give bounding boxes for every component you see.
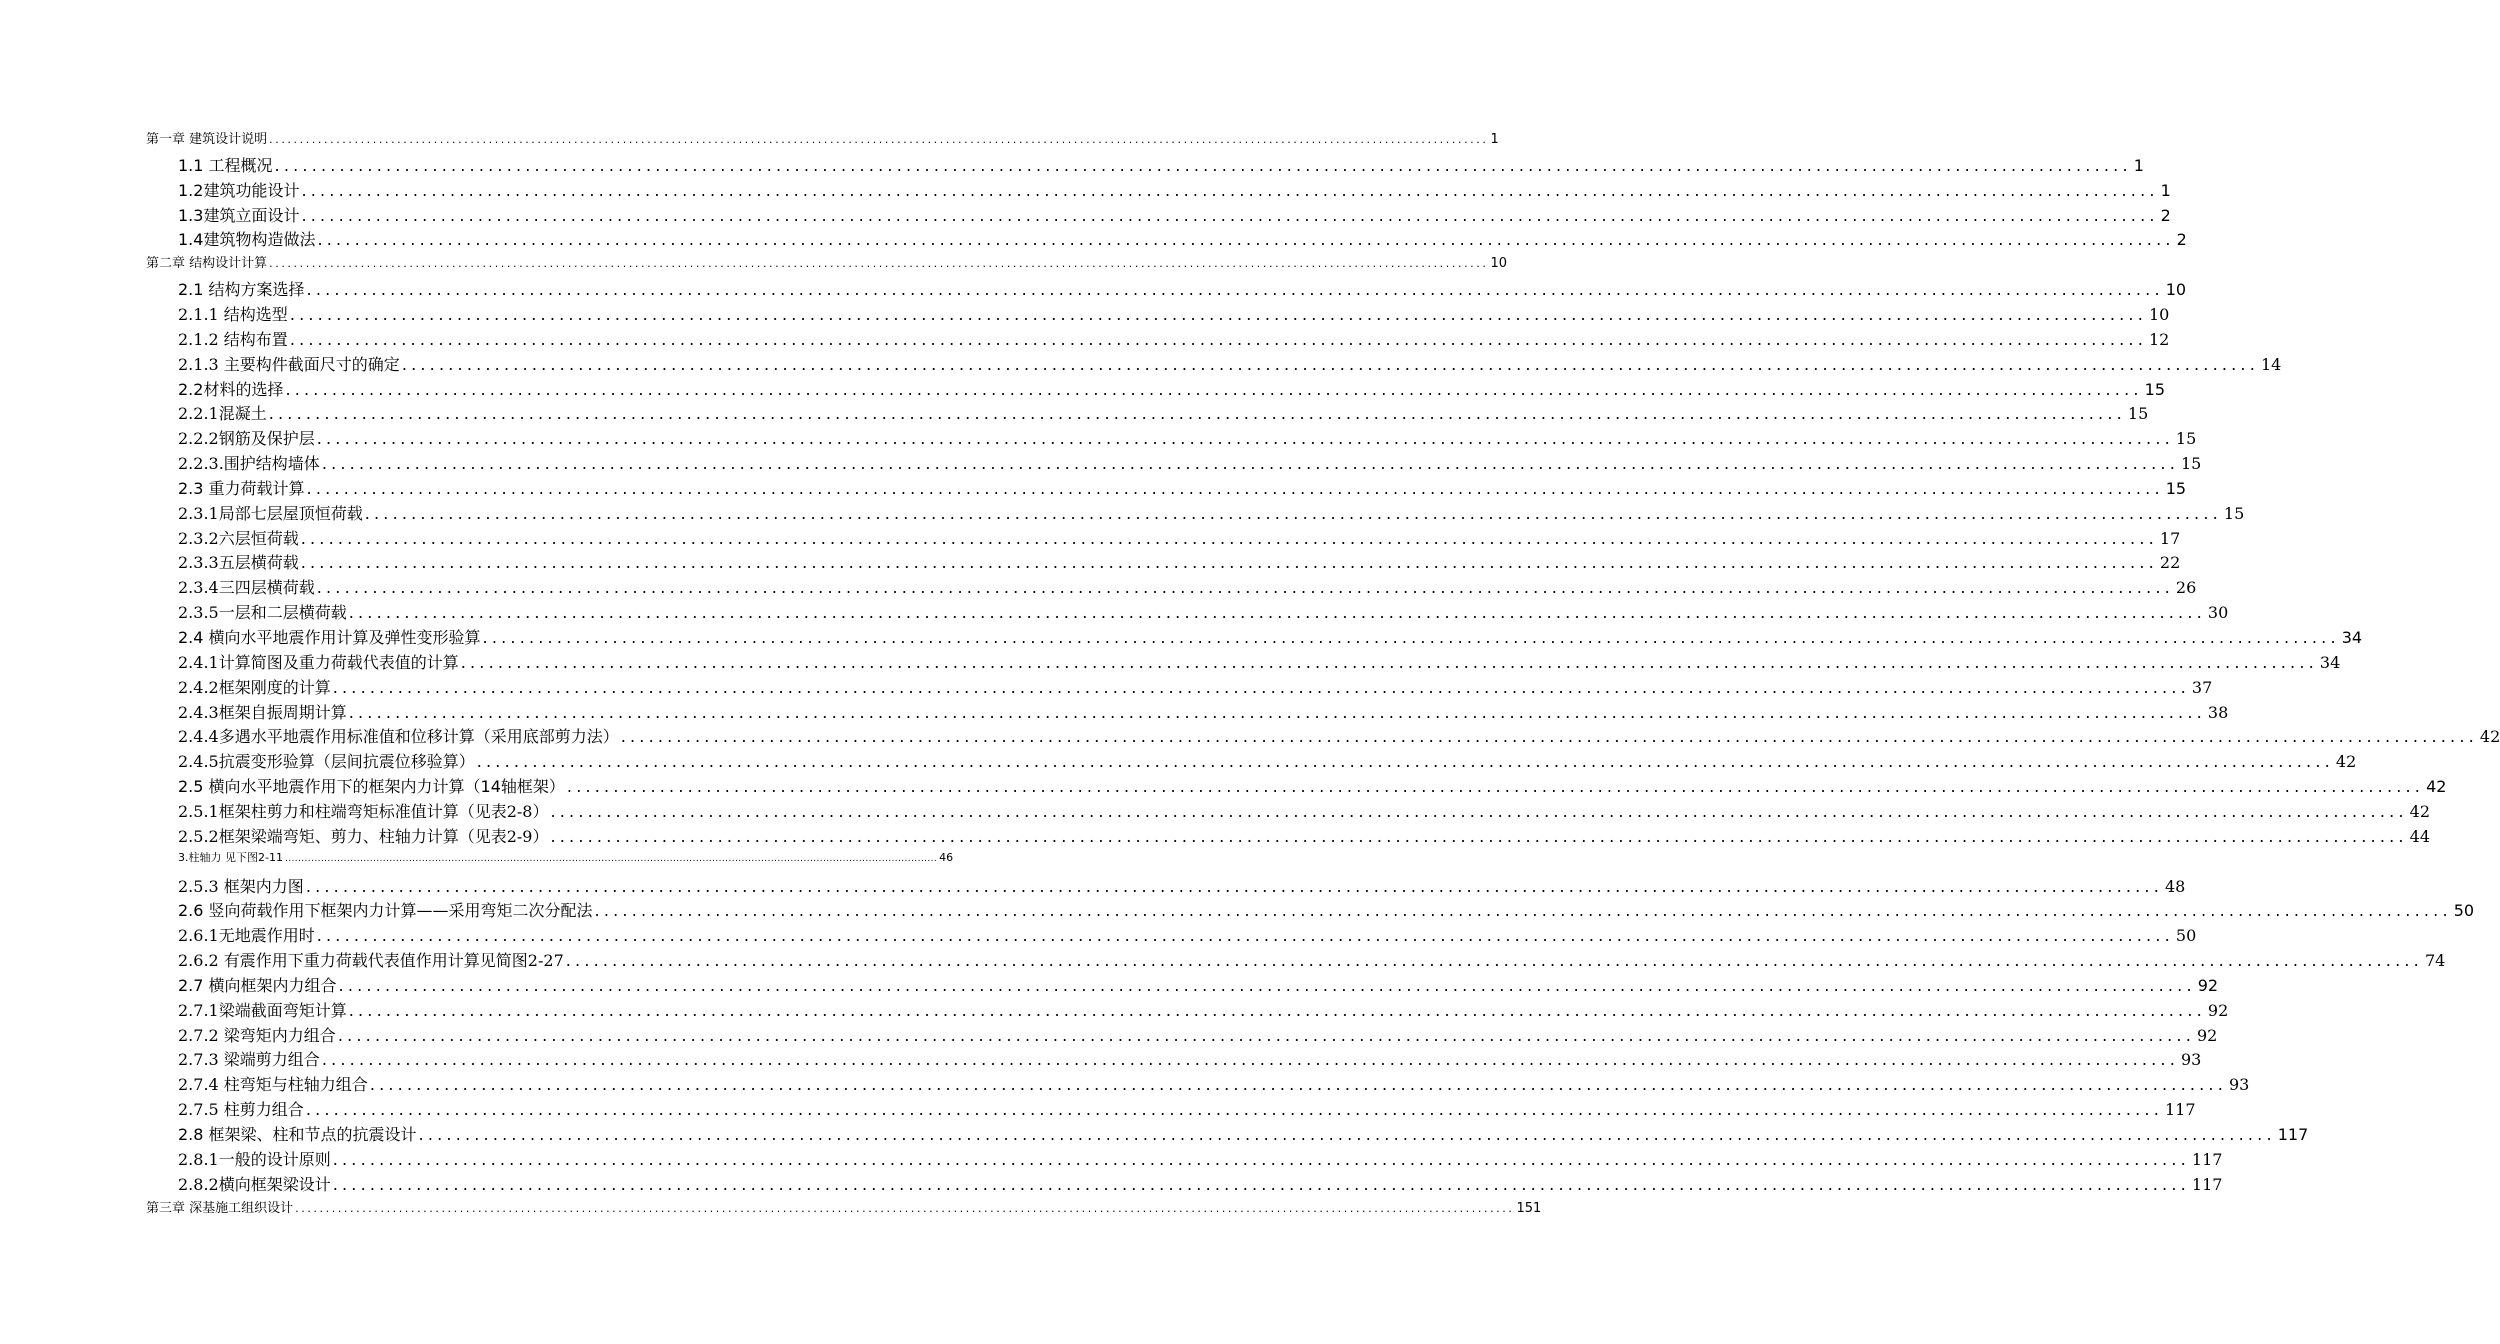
toc-leader-dots: ........................................................................................................................................................................................................ — [289, 329, 2147, 349]
toc-entry-page: 42 — [2335, 752, 2357, 772]
toc-entry[interactable] — [178, 724, 2500, 748]
toc-leader-dots: ........................................................................................................................................................................................................ — [566, 777, 2425, 797]
toc-entry-title: 2.1.1 结构选型 — [178, 304, 288, 324]
toc-entry-title: 2.4.1计算简图及重力荷载代表值的计算 — [178, 652, 459, 672]
toc-entry-page: 50 — [2175, 926, 2197, 946]
toc-entry[interactable] — [178, 476, 2187, 500]
toc-entry-page: 15 — [2127, 404, 2149, 424]
toc-entry-title: 2.4.5抗震变形验算（层间抗震位移验算） — [178, 752, 475, 772]
toc-entry-title: 2.5.2框架梁端弯矩、剪力、柱轴力计算（见表2-9） — [178, 826, 549, 846]
toc-leader-dots: ........................................................................................................................................................................................................ — [300, 528, 2158, 548]
toc-entry-title: 2.6.1无地震作用时 — [178, 926, 315, 946]
toc-entry[interactable] — [146, 128, 1499, 152]
toc-entry[interactable] — [178, 625, 2363, 649]
toc-entry[interactable] — [178, 1023, 2218, 1047]
toc-entry[interactable] — [178, 1097, 2196, 1121]
toc-leader-dots: ........................................................................................................................................................................................................ — [305, 1100, 2163, 1120]
toc-leader-dots: ........................................................................................................................................................................................................ — [295, 1201, 1515, 1215]
toc-leader-dots: ........................................................................................................................................................................................................ — [550, 801, 2408, 821]
toc-leader-dots: ........................................................................................................................................................................................................ — [316, 429, 2174, 449]
toc-entry-title: 2.7 横向框架内力组合 — [178, 975, 337, 995]
toc-entry-title: 2.3 重力荷载计算 — [178, 478, 305, 498]
toc-entry-page: 44 — [2409, 826, 2431, 846]
toc-entry-page: 34 — [2319, 652, 2341, 672]
toc-entry-title: 2.1 结构方案选择 — [178, 280, 305, 300]
toc-entry[interactable] — [178, 700, 2229, 724]
toc-entry-title: 第三章 深基施工组织设计 — [146, 1200, 294, 1216]
toc-leader-dots: ........................................................................................................................................................................................................ — [274, 155, 2132, 175]
toc-entry-title: 2.2材料的选择 — [178, 379, 284, 399]
toc-leader-dots: ........................................................................................................................................................................................................ — [321, 454, 2179, 474]
toc-entry[interactable] — [178, 575, 2197, 599]
toc-entry[interactable] — [178, 998, 2229, 1022]
toc-leader-dots: ........................................................................................................................................................................................................ — [285, 379, 2143, 399]
toc-leader-dots: ........................................................................................................................................................................................................ — [300, 553, 2158, 573]
toc-leader-dots: ........................................................................................................................................................................................................ — [316, 578, 2174, 598]
toc-entry[interactable] — [178, 749, 2357, 773]
toc-leader-dots: ........................................................................................................................................................................................................ — [332, 1174, 2190, 1194]
toc-leader-dots: ........................................................................................................................................................................................................ — [348, 1000, 2206, 1020]
toc-entry[interactable] — [178, 600, 2229, 624]
toc-entry-title: 2.6 竖向荷载作用下框架内力计算——采用弯矩二次分配法 — [178, 901, 593, 921]
toc-entry-page: 46 — [939, 850, 954, 864]
toc-entry[interactable] — [178, 898, 2475, 922]
toc-entry-title: 2.5 横向水平地震作用下的框架内力计算（14轴框架） — [178, 777, 565, 797]
toc-entry-page: 15 — [2165, 478, 2187, 498]
toc-entry-page: 117 — [2191, 1149, 2223, 1169]
toc-entry-page: 14 — [2261, 354, 2282, 374]
toc-entry[interactable] — [178, 973, 2219, 997]
toc-entry-page: 50 — [2453, 901, 2475, 921]
toc-entry-title: 2.8.1一般的设计原则 — [178, 1149, 331, 1169]
toc-entry-page: 117 — [2191, 1174, 2223, 1194]
toc-entry-page: 92 — [2207, 1000, 2229, 1020]
toc-entry-title: 2.4.2框架刚度的计算 — [178, 677, 331, 697]
toc-entry-page: 92 — [2197, 1025, 2218, 1045]
toc-entry-page: 22 — [2159, 553, 2181, 573]
toc-leader-dots: ........................................................................................................................................................................................................ — [369, 1075, 2227, 1095]
toc-entry[interactable] — [178, 675, 2213, 699]
toc-entry[interactable] — [178, 426, 2197, 450]
toc-leader-dots: ........................................................................................................................................................................................................ — [418, 1125, 2276, 1144]
toc-entry-title: 2.4 横向水平地震作用计算及弹性变形验算 — [178, 628, 481, 647]
toc-entry-page: 2 — [2160, 205, 2171, 225]
toc-entry[interactable] — [178, 1147, 2223, 1171]
toc-leader-dots: ........................................................................................................................................................................................................ — [348, 702, 2206, 722]
toc-entry[interactable] — [178, 277, 2187, 301]
toc-entry-title: 2.5.3 框架内力图 — [178, 876, 304, 896]
toc-leader-dots: ........................................................................................................................................................................................................ — [306, 280, 2164, 300]
toc-leader-dots: ........................................................................................................................................................................................................ — [284, 853, 938, 864]
toc-entry-title: 2.2.3.围护结构墙体 — [178, 454, 320, 474]
toc-entry[interactable] — [178, 550, 2181, 574]
toc-leader-dots: ........................................................................................................................................................................................................ — [332, 677, 2190, 697]
toc-leader-dots: ........................................................................................................................................................................................................ — [364, 503, 2222, 523]
toc-entry-title: 2.2.1混凝土 — [178, 404, 267, 424]
toc-entry-page: 15 — [2181, 454, 2202, 474]
toc-entry[interactable] — [178, 227, 2187, 251]
toc-leader-dots: ........................................................................................................................................................................................................ — [301, 205, 2159, 225]
toc-leader-dots: ........................................................................................................................................................................................................ — [289, 304, 2147, 324]
toc-entry-page: 93 — [2229, 1075, 2250, 1095]
toc-entry-title: 2.2.2钢筋及保护层 — [178, 429, 315, 449]
toc-entry-page: 10 — [2149, 304, 2170, 324]
toc-entry-title: 第二章 结构设计计算 — [146, 256, 268, 272]
toc-leader-dots: ........................................................................................................................................................................................................ — [348, 603, 2206, 623]
toc-entry-page: 30 — [2207, 603, 2229, 623]
toc-entry-page: 2 — [2176, 230, 2187, 250]
toc-entry-page: 93 — [2181, 1050, 2202, 1070]
toc-entry[interactable] — [178, 203, 2171, 227]
toc-entry-page: 34 — [2341, 628, 2363, 647]
toc-entry[interactable] — [178, 874, 2186, 898]
toc-leader-dots: ........................................................................................................................................................................................................ — [476, 752, 2334, 772]
toc-entry-page: 151 — [1516, 1200, 1542, 1216]
toc-entry[interactable] — [178, 153, 2144, 177]
toc-entry[interactable] — [178, 1122, 2309, 1146]
toc-entry-page: 42 — [2426, 777, 2447, 797]
toc-entry[interactable] — [178, 1172, 2223, 1196]
toc-entry[interactable] — [178, 401, 2149, 425]
toc-entry-title: 2.8.2横向框架梁设计 — [178, 1174, 331, 1194]
toc-entry[interactable] — [178, 178, 2171, 202]
toc-entry-title: 2.3.2六层恒荷载 — [178, 528, 299, 548]
toc-entry-title: 2.6.2 有震作用下重力荷载代表值作用计算见简图2-27 — [178, 951, 564, 971]
toc-leader-dots: ........................................................................................................................................................................................................ — [268, 404, 2126, 424]
toc-entry-title: 2.7.5 柱剪力组合 — [178, 1100, 304, 1120]
toc-entry-title: 2.8 框架梁、柱和节点的抗震设计 — [178, 1125, 417, 1144]
toc-entry-title: 2.1.2 结构布置 — [178, 329, 288, 349]
toc-entry[interactable] — [178, 501, 2245, 525]
toc-leader-dots: ........................................................................................................................................................................................................ — [269, 133, 1489, 146]
toc-leader-dots: ........................................................................................................................................................................................................ — [337, 1025, 2195, 1045]
toc-leader-dots: ........................................................................................................................................................................................................ — [460, 652, 2318, 672]
toc-entry-page: 92 — [2197, 975, 2219, 995]
toc-entry[interactable] — [178, 849, 954, 873]
toc-entry-page: 37 — [2191, 677, 2213, 697]
toc-leader-dots: ........................................................................................................................................................................................................ — [594, 901, 2452, 921]
toc-leader-dots: ........................................................................................................................................................................................................ — [316, 926, 2174, 946]
toc-entry-page: 1 — [1490, 132, 1499, 147]
toc-entry-title: 2.3.1局部七层屋顶恒荷载 — [178, 503, 363, 523]
toc-entry[interactable] — [146, 1197, 1542, 1221]
toc-leader-dots: ........................................................................................................................................................................................................ — [321, 1050, 2179, 1070]
toc-entry-page: 10 — [1490, 256, 1508, 272]
toc-entry-title: 2.7.3 梁端剪力组合 — [178, 1050, 320, 1070]
toc-leader-dots: ........................................................................................................................................................................................................ — [306, 478, 2164, 498]
toc-entry-page: 1 — [2133, 155, 2144, 175]
toc-entry-page: 15 — [2175, 429, 2197, 449]
toc-entry-page: 42 — [2479, 727, 2500, 747]
toc-leader-dots: ........................................................................................................................................................................................................ — [401, 354, 2259, 374]
toc-entry-title: 第一章 建筑设计说明 — [146, 132, 268, 147]
toc-entry-title: 2.4.3框架自振周期计算 — [178, 702, 347, 722]
toc-entry-page: 42 — [2409, 801, 2431, 821]
toc-entry-page: 117 — [2165, 1100, 2196, 1120]
toc-entry-title: 1.1 工程概况 — [178, 155, 273, 175]
toc-entry-page: 26 — [2175, 578, 2197, 598]
toc-leader-dots: ........................................................................................................................................................................................................ — [332, 1149, 2190, 1169]
toc-entry[interactable] — [178, 526, 2181, 550]
toc-entry[interactable] — [178, 650, 2341, 674]
toc-entry[interactable] — [178, 352, 2282, 376]
toc-entry-page: 15 — [2223, 503, 2245, 523]
toc-entry-page: 17 — [2159, 528, 2181, 548]
toc-leader-dots: ........................................................................................................................................................................................................ — [550, 826, 2408, 846]
toc-entry[interactable] — [178, 1047, 2202, 1071]
toc-entry-title: 1.2建筑功能设计 — [178, 180, 300, 200]
toc-leader-dots: ........................................................................................................................................................................................................ — [301, 180, 2159, 200]
toc-entry-page: 12 — [2149, 329, 2170, 349]
toc-entry-title: 2.3.5一层和二层横荷载 — [178, 603, 347, 623]
toc-entry[interactable] — [178, 774, 2447, 798]
toc-leader-dots: ........................................................................................................................................................................................................ — [269, 257, 1489, 271]
toc-entry-title: 1.3建筑立面设计 — [178, 205, 300, 225]
toc-entry[interactable] — [178, 824, 2431, 848]
toc-entry[interactable] — [178, 799, 2431, 823]
toc-entry-title: 2.1.3 主要构件截面尺寸的确定 — [178, 354, 400, 374]
toc-entry[interactable] — [178, 327, 2170, 351]
toc-entry-title: 3.柱轴力 见下图2-11 — [178, 850, 283, 864]
toc-entry[interactable] — [146, 252, 1508, 276]
toc-leader-dots: ........................................................................................................................................................................................................ — [620, 727, 2478, 747]
toc-entry-title: 1.4建筑物构造做法 — [178, 230, 316, 250]
toc-entry-title: 2.7.1梁端截面弯矩计算 — [178, 1000, 347, 1020]
toc-entry[interactable] — [178, 302, 2170, 326]
toc-entry-title: 2.3.4三四层横荷载 — [178, 578, 315, 598]
toc-entry-page: 74 — [2424, 951, 2446, 971]
toc-entry-page: 1 — [2160, 180, 2171, 200]
toc-entry-title: 2.5.1框架柱剪力和柱端弯矩标准值计算（见表2-8） — [178, 801, 549, 821]
toc-entry-page: 38 — [2207, 702, 2229, 722]
toc-entry[interactable] — [178, 451, 2202, 475]
toc-leader-dots: ........................................................................................................................................................................................................ — [482, 628, 2340, 647]
toc-leader-dots: ........................................................................................................................................................................................................ — [305, 876, 2163, 896]
toc-entry-title: 2.3.3五层横荷载 — [178, 553, 299, 573]
toc-entry[interactable] — [178, 1072, 2250, 1096]
toc-entry[interactable] — [178, 377, 2165, 401]
toc-leader-dots: ........................................................................................................................................................................................................ — [317, 230, 2175, 250]
toc-leader-dots: ........................................................................................................................................................................................................ — [565, 951, 2423, 971]
toc-entry-page: 117 — [2277, 1125, 2309, 1144]
toc-entry-title: 2.7.4 柱弯矩与柱轴力组合 — [178, 1075, 368, 1095]
toc-entry-title: 2.4.4多遇水平地震作用标准值和位移计算（采用底部剪力法） — [178, 727, 619, 747]
toc-entry-page: 15 — [2144, 379, 2165, 399]
toc-entry-page: 10 — [2165, 280, 2187, 300]
toc-entry-title: 2.7.2 梁弯矩内力组合 — [178, 1025, 336, 1045]
toc-entry[interactable] — [178, 948, 2446, 972]
toc-entry[interactable] — [178, 923, 2197, 947]
toc-leader-dots: ........................................................................................................................................................................................................ — [338, 975, 2196, 995]
toc-entry-page: 48 — [2165, 876, 2186, 896]
